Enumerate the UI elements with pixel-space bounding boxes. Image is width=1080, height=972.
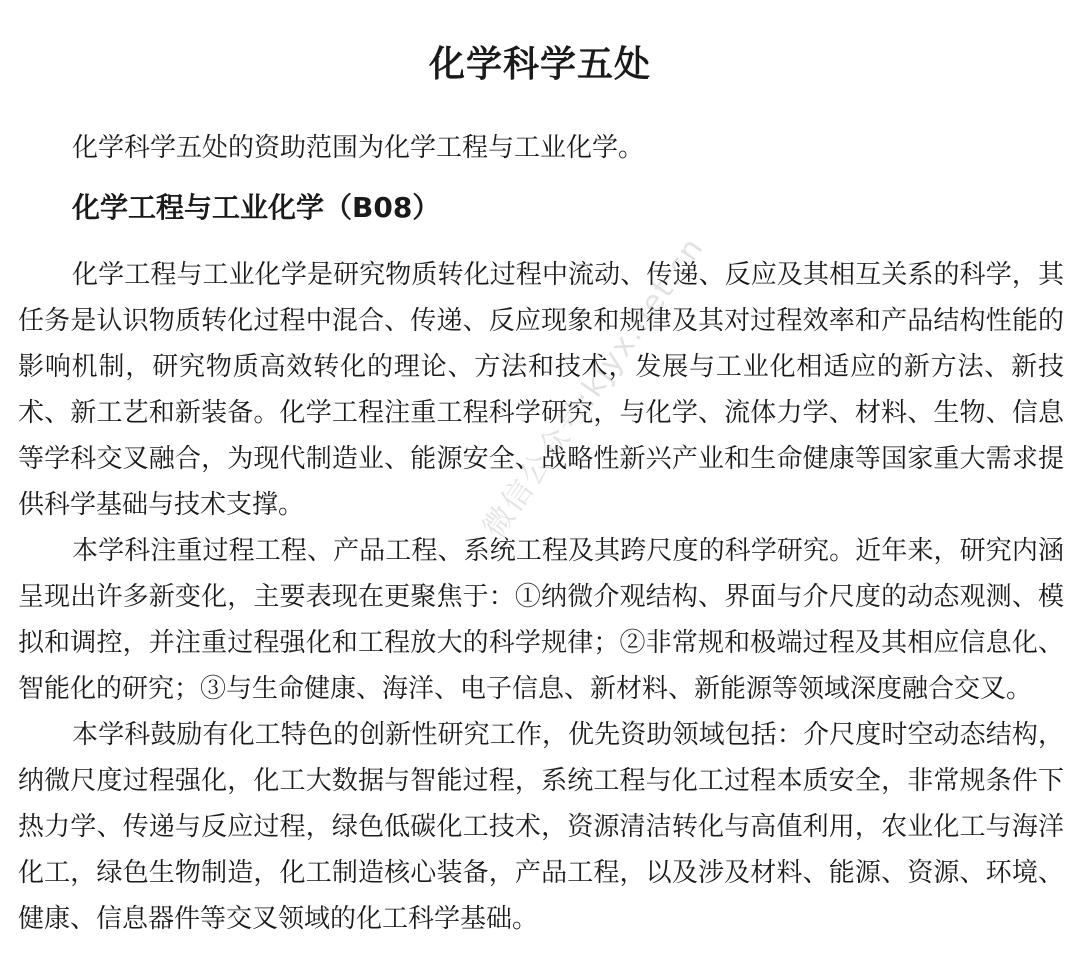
page-title: 化学科学五处 (428, 44, 651, 85)
section-heading: 化学工程与工业化学（B08） (72, 191, 441, 224)
watermark-text: 微信公众号:kjyx.net.cn (476, 230, 712, 545)
body-text (18, 230, 1064, 942)
paragraph: 化学工程与工业化学是研究物质转化过程中流动、传递、反应及其相互关系的科学，其任务是认识物质转化过程中混合、传递、反应现象和规律及其对过程效率和产品结构性能的影响机制，研究物质高效转化的理论、方法和技术，发展与工业化相适应的新方法、新技术、新工艺和新装备。化学工程注重工程科学研究，与化学、流体力学、材料、生物、信息等学科交叉融合，为现代制造业、能源安全、战略性新兴产业和生命健康等国家重大需求提供科学基础与技术支撑。 (18, 260, 1064, 520)
paragraph: 本学科注重过程工程、产品工程、系统工程及其跨尺度的科学研究。近年来，研究内涵呈现出许多新变化，主要表现在更聚焦于：①纳微介观结构、界面与介尺度的动态观测、模拟和调控，并注重过程强化和工程放大的科学规律；②非常规和极端过程及其相应信息化、智能化的研究；③与生命健康、海洋、电子信息、新材料、新能源等领域深度融合交叉。 (18, 536, 1064, 704)
paragraph: 本学科鼓励有化工特色的创新性研究工作，优先资助领域包括：介尺度时空动态结构，纳微尺度过程强化，化工大数据与智能过程，系统工程与化工过程本质安全，非常规条件下热力学、传递与反应过程，绿色低碳化工技术，资源清洁转化与高值利用，农业化工与海洋化工，绿色生物制造，化工制造核心装备，产品工程，以及涉及材料、能源、资源、环境、健康、信息器件等交叉领域的化工科学基础。 (18, 720, 1064, 934)
intro-text: 化学科学五处的资助范围为化学工程与工业化学。 (72, 133, 645, 163)
